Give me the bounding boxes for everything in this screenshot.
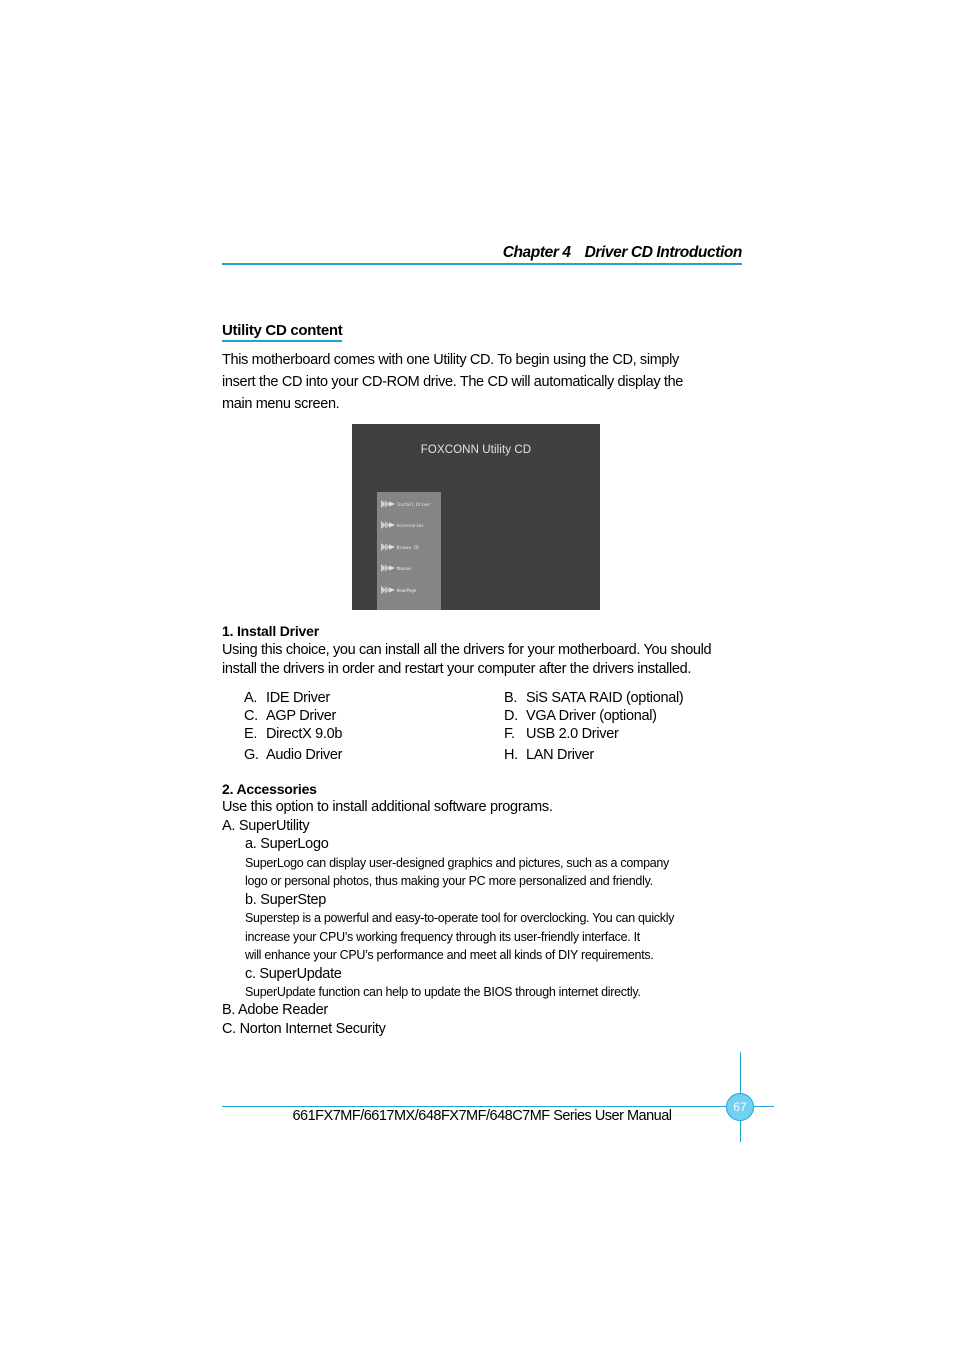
manual-title: 661FX7MF/6617MX/648FX7MF/648C7MF Series User Manual bbox=[292, 1108, 672, 1124]
driver-item: D. VGA Driver (optional) bbox=[504, 708, 657, 724]
accessory-item-superutility: A. SuperUtility bbox=[222, 818, 310, 834]
menu-item-homepage[interactable]: HomePage bbox=[381, 584, 416, 596]
accessory-item-adobe-reader: B. Adobe Reader bbox=[222, 1002, 328, 1018]
arrow-icon bbox=[381, 521, 395, 529]
arrow-icon bbox=[381, 564, 395, 572]
driver-item: G. Audio Driver bbox=[244, 747, 343, 763]
menu-item-install-driver[interactable]: Install Driver bbox=[381, 498, 431, 510]
screenshot-title: FOXCONN Utility CD bbox=[420, 444, 532, 456]
menu-item-browse-cd[interactable]: Browse CD bbox=[381, 541, 419, 553]
superstep-line: Superstep is a powerful and easy-to-operate tool for overclocking. You can quickly bbox=[245, 911, 675, 925]
driver-item: B. SiS SATA RAID (optional) bbox=[504, 690, 684, 706]
utility-cd-screenshot bbox=[352, 424, 600, 610]
intro-line: main menu screen. bbox=[222, 396, 340, 412]
driver-item: C. AGP Driver bbox=[244, 708, 337, 724]
page-number: 67 bbox=[726, 1093, 754, 1121]
superupdate-line: SuperUpdate function can help to update the BIOS through internet directly. bbox=[245, 985, 641, 999]
chapter-label: Chapter 4 bbox=[502, 244, 571, 261]
arrow-icon bbox=[381, 500, 395, 508]
driver-item: F. USB 2.0 Driver bbox=[504, 726, 619, 742]
menu-item-manual[interactable]: Manual bbox=[381, 562, 411, 574]
superlogo-line: SuperLogo can display user-designed graphics and pictures, such as a company bbox=[245, 856, 669, 870]
install-driver-paragraph bbox=[222, 641, 752, 679]
section-title: Utility CD content bbox=[222, 322, 342, 342]
intro-paragraph bbox=[222, 349, 752, 415]
footer-divider bbox=[222, 1106, 774, 1107]
menu-item-accessories[interactable]: Accessories bbox=[381, 519, 424, 531]
driver-item: A. IDE Driver bbox=[244, 690, 330, 706]
superstep-line: increase your CPU’s working frequency through its user-friendly interface. It bbox=[245, 930, 640, 944]
screenshot-menu bbox=[377, 492, 441, 610]
superlogo-title: a. SuperLogo bbox=[245, 836, 329, 852]
superstep-title: b. SuperStep bbox=[245, 892, 327, 908]
accessories-intro: Use this option to install additional software programs. bbox=[222, 799, 553, 815]
driver-item: H. LAN Driver bbox=[504, 747, 594, 763]
superlogo-line: logo or personal photos, thus making your PC more personalized and friendly. bbox=[245, 874, 653, 888]
install-driver-heading: 1. Install Driver bbox=[222, 623, 319, 639]
install-driver-line: install the drivers in order and restart your computer after the drivers installed. bbox=[222, 661, 692, 677]
superupdate-title: c. SuperUpdate bbox=[245, 966, 342, 982]
arrow-icon bbox=[381, 586, 395, 594]
chapter-title: Driver CD Introduction bbox=[584, 244, 742, 261]
intro-line: This motherboard comes with one Utility CD. To begin using the CD, simply bbox=[222, 352, 679, 368]
intro-line: insert the CD into your CD-ROM drive. The CD will automatically display the bbox=[222, 374, 684, 390]
accessories-heading: 2. Accessories bbox=[222, 781, 317, 797]
chapter-heading bbox=[222, 244, 742, 262]
arrow-icon bbox=[381, 543, 395, 551]
accessory-item-norton: C. Norton Internet Security bbox=[222, 1021, 386, 1037]
driver-item: E. DirectX 9.0b bbox=[244, 726, 343, 742]
superstep-line: will enhance your CPU’s performance and meet all kinds of DIY requirements. bbox=[245, 948, 654, 962]
header-divider bbox=[222, 263, 742, 265]
install-driver-line: Using this choice, you can install all the drivers for your motherboard. You should bbox=[222, 642, 712, 658]
